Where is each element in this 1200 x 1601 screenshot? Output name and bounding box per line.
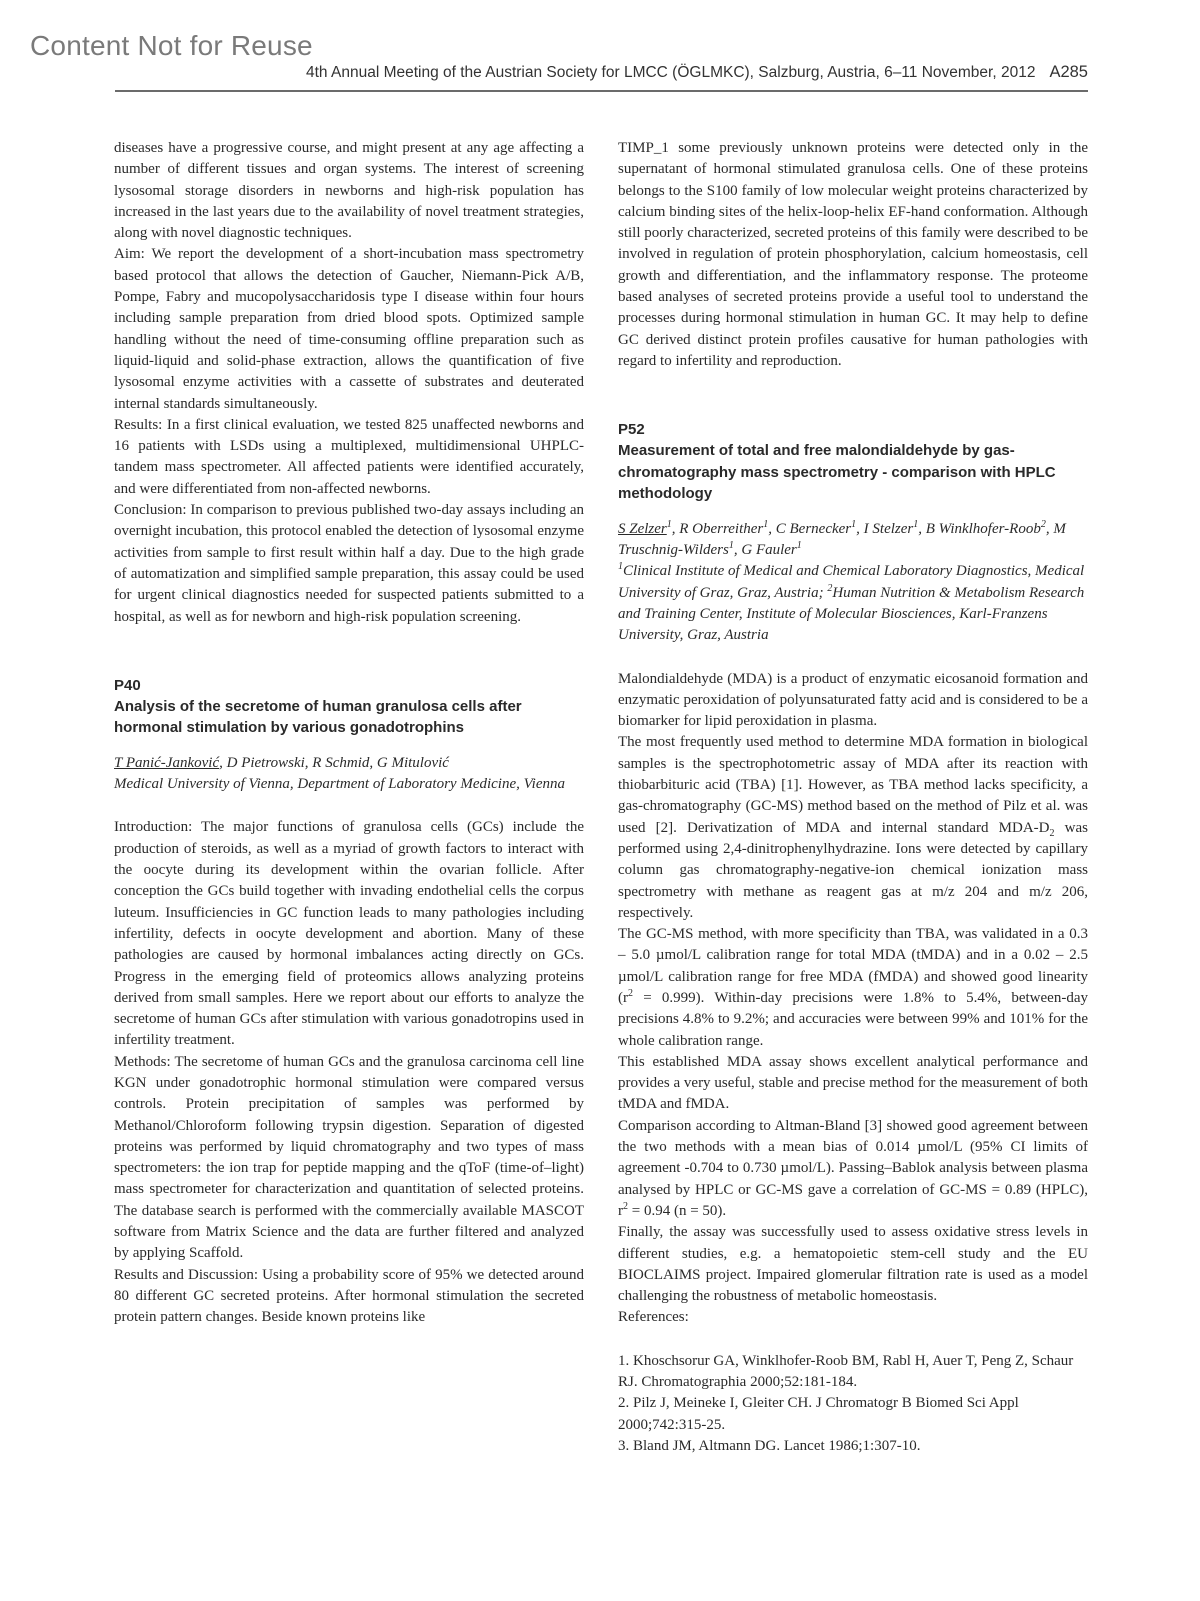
performance-paragraph: This established MDA assay shows excellent analytical performance and provides a very useful, stable and precise method for the measurement of both tMDA and fMDA. bbox=[618, 1053, 1088, 1113]
right-column bbox=[618, 138, 1088, 1457]
reference-item: 2. Pilz J, Meineke I, Gleiter CH. J Chromatogr B Biomed Sci Appl 2000;742:315-25. bbox=[618, 1395, 1019, 1433]
method-text: The most frequently used method to determine MDA formation in biological samples is the spectrophotometric assay of MDA after its reaction with thiobarbituric acid (TBA) [1]. However, as TBA method lacks specificity, a gas-chromatography (GC-MS) method based on the method of Pilz et al. was used [2]. Derivatization of MDA and internal standard MDA-D bbox=[618, 734, 1088, 836]
superscript: 2 bbox=[628, 988, 633, 999]
reference-item: 3. Bland JM, Altmann DG. Lancet 1986;1:307-10. bbox=[618, 1437, 921, 1454]
affiliation: Medical University of Vienna, Department of Laboratory Medicine, Vienna bbox=[114, 776, 566, 793]
abstract-id: P40 bbox=[114, 676, 141, 694]
section-gap bbox=[618, 647, 1088, 669]
author-affil-mark: 1 bbox=[666, 518, 672, 530]
introduction-paragraph: Introduction: The major functions of granulosa cells (GCs) include the production of steroids, as well as a myriad of growth factors to interact with the oocyte during its development within the ovarian follicle. After conception the GCs build together with invading endothelial cells the corpus luteum. Insufficiencies in GC function leads to many pathologies including infertility, defects in oocyte development and abortion. Many of these pathologies are caused by hormonal imbalances acting directly on GCs. Progress in the emerging field of proteomics allows analyzing proteins derived from small samples. Here we report about our efforts to analyze the secretome of human GCs after stimulation with various gonadotropins used in infertility treatment. bbox=[114, 819, 584, 1049]
author-name: B Winklhofer-Roob bbox=[925, 520, 1041, 537]
author-affil-mark: 1 bbox=[796, 540, 802, 552]
validation-text: = 0.999). Within-day precisions were 1.8% to 5.4%, between-day precisions 4.8% to 9.2%; and accuracies were between 99% and 101% for the whole calibration range. bbox=[618, 990, 1088, 1049]
method-paragraph bbox=[618, 732, 1088, 924]
author-list bbox=[114, 753, 584, 774]
abstract-title: Analysis of the secretome of human granulosa cells after hormonal stimulation by various gonadotrophins bbox=[114, 697, 522, 737]
results-discussion-paragraph: Results and Discussion: Using a probability score of 95% we detected around 80 different GC secreted proteins. After hormonal stimulation the secreted protein pattern changes. Beside known proteins like bbox=[114, 1266, 584, 1326]
author-affil-mark: 1 bbox=[913, 518, 919, 530]
reference-list bbox=[618, 1351, 1088, 1457]
methods-paragraph: Methods: The secretome of human GCs and the granulosa carcinoma cell line KGN under gonadotrophic hormonal stimulation were compared versus controls. Protein precipitation of samples was performed by Methanol/Chloroform following trypsin digestion. Separation of digested proteins was performed by liquid chromatography and two types of mass spectrometers: the ion trap for peptide mapping and the qToF (time-of–light) mass spectrometer for characterization and quantitation of selected proteins. The database search is performed with the commercially available MASCOT software from Matrix Science and the data are further filtered and analyzed by applying Scaffold. bbox=[114, 1053, 584, 1262]
affiliation bbox=[618, 561, 1088, 646]
author-name: R Oberreither bbox=[679, 520, 764, 537]
page-number: A285 bbox=[1049, 63, 1088, 81]
abstract-title: Measurement of total and free malondialdehyde by gas-chromatography mass spectrometry - comparison with HPLC methodology bbox=[618, 442, 1056, 503]
superscript: 2 bbox=[623, 1200, 628, 1212]
section-gap bbox=[114, 628, 584, 676]
presenting-author: S Zelzer bbox=[618, 520, 667, 537]
author-name: G Fauler bbox=[741, 542, 797, 559]
results-paragraph: Results: In a first clinical evaluation, we tested 825 unaffected newborns and 16 patients with LSDs using a multiplexed, multidimensional UHPLC-tandem mass spectrometer. All affected patients were identified accurately, and were differentiated from non-affected newborns. bbox=[114, 416, 584, 497]
meeting-title: 4th Annual Meeting of the Austrian Society for LMCC (ÖGLMKC), Salzburg, Austria, 6–11 November, 2012 bbox=[306, 64, 1036, 81]
aim-paragraph: Aim: We report the development of a short-incubation mass spectrometry based protocol that allows the detection of Gaucher, Niemann-Pick A/B, Pompe, Fabry and mucopolysaccharidosis type I disease within four hours including sample preparation from dried blood spots. Optimized sample handling without the need of time-consuming offline preparation such as liquid-liquid and solid-phase extraction, allows the quantification of five lysosomal enzyme activities with a cassette of substrates and deuterated internal standards simultaneously. bbox=[114, 246, 584, 412]
section-gap bbox=[618, 1329, 1088, 1351]
validation-text: The GC-MS method, with more specificity than TBA, was validated in a 0.3 – 5.0 µmol/L calibration range for total MDA (tMDA) and in a 0.02 – 2.5 µmol/L calibration range for free MDA (fMDA) and showed good linearity (r bbox=[618, 926, 1088, 1006]
affil-mark: 1 bbox=[618, 561, 623, 573]
section-gap bbox=[618, 505, 1088, 519]
affiliation-1: Clinical Institute of Medical and Chemical Laboratory Diagnostics, Medical University of Graz, Graz, Austria; bbox=[618, 563, 1085, 601]
application-paragraph: Finally, the assay was successfully used to assess oxidative stress levels in different studies, e.g. a hematopoietic stem-cell study and the EU BIOCLAIMS project. Impaired glomerular filtration rate is used as a model challenging the robustness of metabolic homeostasis. bbox=[618, 1224, 1088, 1305]
subscript: 2 bbox=[1049, 827, 1055, 839]
author-list: S Zelzer$^1$, R Oberreither$^1$, C Bernecker$^1$, I Stelzer$^1$, B Winklhofer-Roob$^2$, M Truschnig-Wilders$^1$, G Fauler$^1$ bbox=[618, 518, 1066, 559]
comparison-paragraph bbox=[618, 1116, 1088, 1222]
author-affil-mark: 1 bbox=[851, 518, 857, 530]
author-name: I Stelzer bbox=[863, 520, 914, 537]
reference-item: 1. Khoschsorur GA, Winklhofer-Roob BM, Rabl H, Auer T, Peng Z, Schaur RJ. Chromatographia 2000;52:181-184. bbox=[618, 1352, 1074, 1391]
method-text: was performed using 2,4-dinitrophenylhydrazine. Ions were detected by capillary column gas chromatography-negative-ion chemical ionization mass spectrometry with methane as reagent gas at m/z 204 and m/z 206, respectively. bbox=[618, 819, 1088, 921]
watermark-text: Content Not for Reuse bbox=[30, 30, 313, 61]
comparison-text: = 0.94 (n = 50). bbox=[628, 1202, 727, 1219]
mda-intro-paragraph: Malondialdehyde (MDA) is a product of enzymatic eicosanoid formation and enzymatic peroxidation of polyunsaturated fatty acid and is considered to be a biomarker for lipid peroxidation in plasma. bbox=[618, 670, 1088, 730]
author-name: C Bernecker bbox=[775, 520, 852, 537]
author-name: M Truschnig-Wilders bbox=[618, 520, 1066, 559]
abstract-id: P52 bbox=[618, 421, 645, 439]
conclusion-paragraph: Conclusion: In comparison to previous published two-day assays including an overnight incubation, this protocol enabled the detection of lysosomal enzyme activities from sample to first result within half a day. Due to the high grade of automatization and simplified sample preparation, this assay could be used for urgent clinical diagnostics needed for suspected patients submitted to a hospital, as well as for newborn and high-risk population screening. bbox=[114, 502, 584, 625]
comparison-text: Comparison according to Altman-Bland [3] showed good agreement between the two methods with a mean bias of 0.014 µmol/L (95% CI limits of agreement -0.704 to 0.730 µmol/L). Passing–Bablok analysis between plasma analysed by HPLC or GC-MS gave a correlation of GC-MS = 0.89 (HPLC), r bbox=[618, 1117, 1088, 1219]
header-rule bbox=[115, 90, 1088, 92]
presenting-author: T Panić-Janković bbox=[114, 754, 220, 771]
author-affil-mark: 2 bbox=[1040, 518, 1046, 530]
references-label: References: bbox=[618, 1309, 689, 1326]
affiliation-2: Human Nutrition & Metabolism Research and Training Center, Institute of Molecular Biosciences, Karl-Franzens University, Graz, Austria bbox=[618, 584, 1085, 644]
running-header bbox=[115, 63, 1088, 82]
section-gap bbox=[618, 372, 1088, 420]
left-column bbox=[114, 138, 584, 1329]
continuation-paragraph: TIMP_1 some previously unknown proteins were detected only in the supernatant of hormonal stimulated granulosa cells. One of these proteins belongs to the S100 family of low molecular weight proteins characterized by calcium binding sites of the helix-loop-helix EF-hand conformation. Although still poorly characterized, secreted proteins of this family were described to be involved in regulation of protein phosphorylation, calcium homeostasis, cell growth and differentiation, and the inflammatory response. The proteome based analyses of secreted proteins provide a useful tool to understand the processes during hormonal stimulation in human GC. It may help to define GC derived distinct protein profiles causative for human pathologies with regard to infertility and reproduction. bbox=[618, 140, 1088, 369]
co-authors: , D Pietrowski, R Schmid, G Mitulović bbox=[219, 754, 449, 771]
section-gap bbox=[114, 739, 584, 753]
validation-paragraph bbox=[618, 924, 1088, 1052]
affil-mark: 2 bbox=[827, 582, 833, 594]
intro-paragraph: diseases have a progressive course, and might present at any age affecting a number of different tissues and organ systems. The interest of screening lysosomal storage disorders in newborns and high-risk population has increased in the last years due to the availability of novel treatment strategies, along with novel diagnostic techniques. bbox=[114, 140, 584, 242]
author-affil-mark: 1 bbox=[728, 540, 734, 552]
section-gap bbox=[114, 795, 584, 817]
author-affil-mark: 1 bbox=[763, 518, 769, 530]
